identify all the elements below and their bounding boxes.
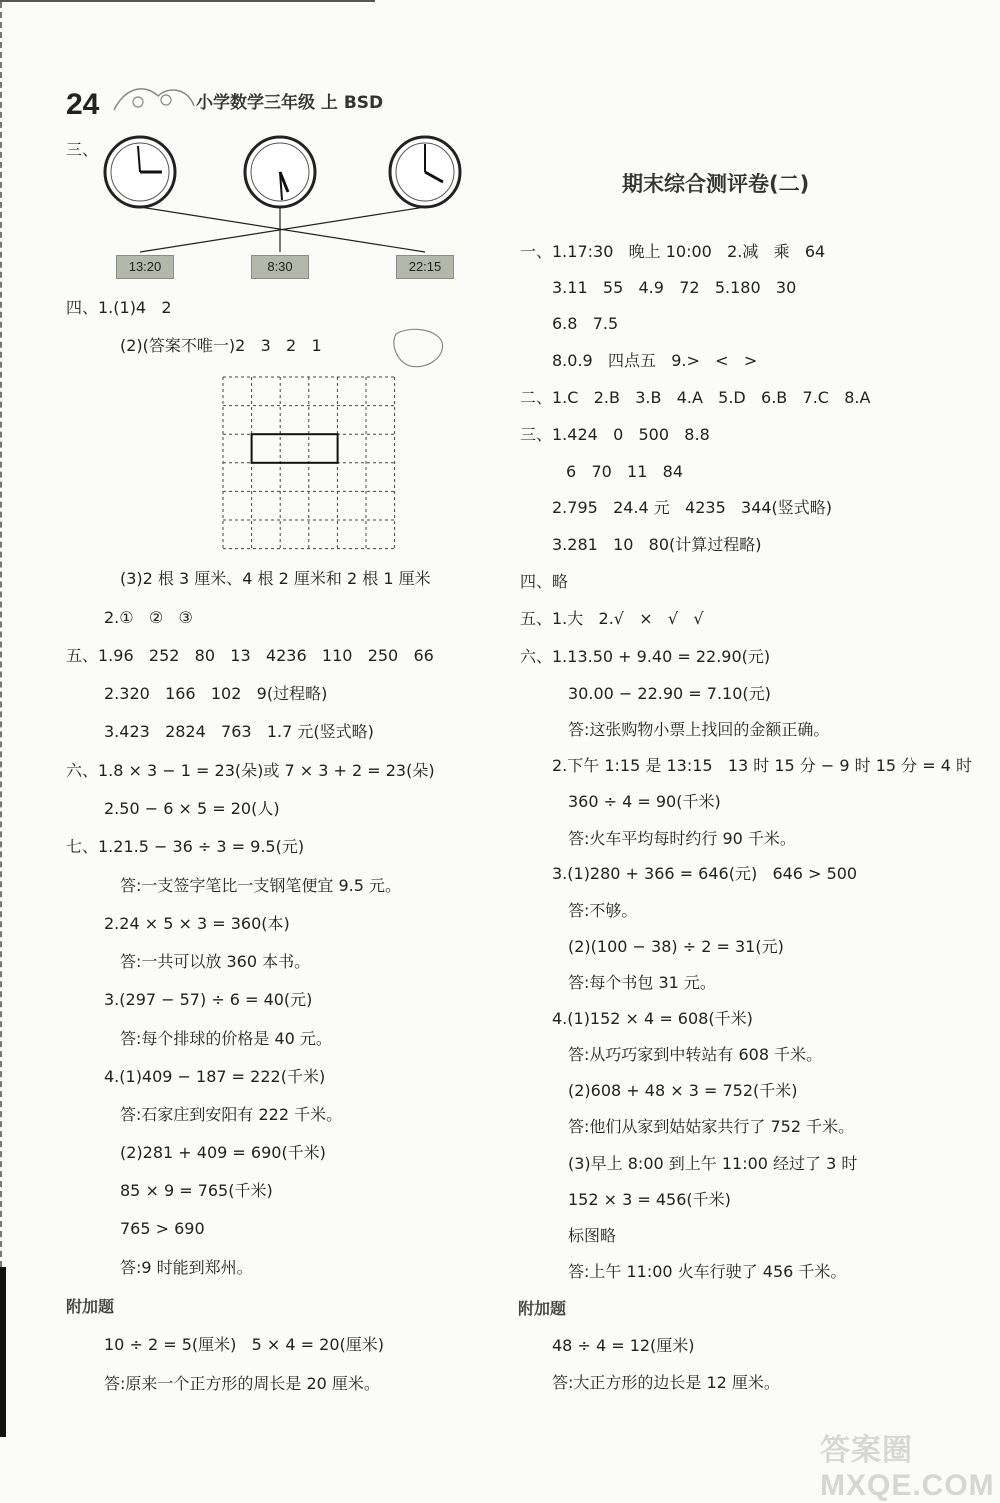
answer-line: 85 × 9 = 765(千米) bbox=[120, 1181, 273, 1200]
answer-line: 答:他们从家到姑姑家共行了 752 千米。 bbox=[568, 1117, 855, 1136]
bonus-heading: 附加题 bbox=[66, 1297, 115, 1316]
answer-line: 六、1.13.50 + 9.40 = 22.90(元) bbox=[520, 647, 771, 666]
answer-line: 一、1.17:30 晚上 10:00 2.减 乘 64 bbox=[520, 242, 826, 261]
answer-line: 标图略 bbox=[568, 1226, 617, 1245]
answer-line: 答:这张购物小票上找回的金额正确。 bbox=[568, 720, 830, 739]
answer-line: 2.下午 1:15 是 13:15 13 时 15 分 − 9 时 15 分 = 4 时 bbox=[552, 756, 973, 775]
answer-line: 3.281 10 80(计算过程略) bbox=[552, 535, 762, 554]
answer-line: (3)2 根 3 厘米、4 根 2 厘米和 2 根 1 厘米 bbox=[120, 569, 431, 588]
answer-line: 360 ÷ 4 = 90(千米) bbox=[568, 792, 721, 811]
answer-line: 二、1.C 2.B 3.B 4.A 5.D 6.B 7.C 8.A bbox=[520, 388, 871, 407]
clock-time-label: 22:15 bbox=[396, 255, 454, 279]
bonus-heading: 附加题 bbox=[518, 1299, 567, 1318]
clock-icon bbox=[390, 137, 460, 207]
clock-section-label: 三、 bbox=[66, 140, 99, 159]
answer-line: (3)早上 8:00 到上午 11:00 经过了 3 时 bbox=[568, 1154, 858, 1173]
answer-line: 四、1.(1)4 2 bbox=[66, 298, 172, 317]
test-title: 期末综合测评卷(二) bbox=[622, 172, 810, 196]
answer-line: 答:大正方形的边长是 12 厘米。 bbox=[552, 1373, 780, 1392]
answer-line: 答:一共可以放 360 本书。 bbox=[120, 952, 311, 971]
book-title: 小学数学三年级 上 BSD bbox=[196, 93, 384, 113]
answer-line: 2.① ② ③ bbox=[104, 608, 193, 627]
answer-line: 3.423 2824 763 1.7 元(竖式略) bbox=[104, 722, 374, 741]
answer-line: 4.(1)409 − 187 = 222(千米) bbox=[104, 1067, 326, 1086]
answer-line: 30.00 − 22.90 = 7.10(元) bbox=[568, 684, 771, 703]
answer-line: (2)281 + 409 = 690(千米) bbox=[120, 1143, 326, 1162]
answer-line: 2.24 × 5 × 3 = 360(本) bbox=[104, 914, 290, 933]
header-rule bbox=[0, 0, 375, 2]
answer-line: 答:一支签字笔比一支钢笔便宜 9.5 元。 bbox=[120, 876, 402, 895]
answer-line: 765 > 690 bbox=[120, 1219, 205, 1238]
answer-line: 答:石家庄到安阳有 222 千米。 bbox=[120, 1105, 343, 1124]
answer-line: 6 70 11 84 bbox=[566, 462, 684, 481]
answer-line: 6.8 7.5 bbox=[552, 314, 619, 333]
answer-line: 4.(1)152 × 4 = 608(千米) bbox=[552, 1009, 753, 1028]
answer-line: 答:原来一个正方形的周长是 20 厘米。 bbox=[104, 1374, 380, 1393]
answer-line: 七、1.21.5 − 36 ÷ 3 = 9.5(元) bbox=[66, 837, 305, 856]
clock-icon bbox=[245, 137, 315, 207]
answer-line: 10 ÷ 2 = 5(厘米) 5 × 4 = 20(厘米) bbox=[104, 1335, 384, 1354]
answer-line: 答:每个书包 31 元。 bbox=[568, 973, 716, 992]
answer-line: 2.50 − 6 × 5 = 20(人) bbox=[104, 799, 280, 818]
mascot-doodle-icon bbox=[388, 324, 448, 374]
answer-line: 三、1.424 0 500 8.8 bbox=[520, 425, 710, 444]
answer-line: 8.0.9 四点五 9.> < > bbox=[552, 351, 758, 370]
clock-time-label: 8:30 bbox=[251, 255, 309, 279]
clock-time-label: 13:20 bbox=[116, 255, 174, 279]
answer-line: (2)(答案不唯一)2 3 2 1 bbox=[120, 336, 322, 355]
answer-line: 48 ÷ 4 = 12(厘米) bbox=[552, 1336, 695, 1355]
answer-line: 2.320 166 102 9(过程略) bbox=[104, 684, 328, 703]
answer-line: 答:不够。 bbox=[568, 901, 638, 920]
header-decoration-icon bbox=[108, 80, 198, 118]
column-divider bbox=[0, 2, 2, 1267]
answer-line: 2.795 24.4 元 4235 344(竖式略) bbox=[552, 498, 833, 517]
answer-line: 答:9 时能到郑州。 bbox=[120, 1258, 253, 1277]
answer-line: (2)608 + 48 × 3 = 752(千米) bbox=[568, 1081, 798, 1100]
answer-line: 3.(297 − 57) ÷ 6 = 40(元) bbox=[104, 990, 313, 1009]
dotted-grid bbox=[222, 376, 396, 550]
answer-line: 3.(1)280 + 366 = 646(元) 646 > 500 bbox=[552, 864, 858, 883]
answer-line: 答:上午 11:00 火车行驶了 456 千米。 bbox=[568, 1262, 847, 1281]
answer-line: 3.11 55 4.9 72 5.180 30 bbox=[552, 278, 797, 297]
clock-icon bbox=[105, 137, 175, 207]
answer-line: 五、1.大 2.√ × √ √ bbox=[520, 609, 704, 628]
page-edge-bar bbox=[0, 1267, 6, 1437]
answer-line: 答:每个排球的价格是 40 元。 bbox=[120, 1029, 332, 1048]
answer-line: 五、1.96 252 80 13 4236 110 250 66 bbox=[66, 646, 434, 665]
watermark: 答案圈 MXQE.COM bbox=[820, 1434, 995, 1502]
page-number: 24 bbox=[66, 88, 100, 121]
answer-line: 六、1.8 × 3 − 1 = 23(朵)或 7 × 3 + 2 = 23(朵) bbox=[66, 761, 435, 780]
answer-line: (2)(100 − 38) ÷ 2 = 31(元) bbox=[568, 937, 784, 956]
answer-line: 四、略 bbox=[520, 572, 569, 591]
answer-line: 答:从巧巧家到中转站有 608 千米。 bbox=[568, 1045, 823, 1064]
answer-line: 答:火车平均每时约行 90 千米。 bbox=[568, 829, 796, 848]
answer-line: 152 × 3 = 456(千米) bbox=[568, 1190, 731, 1209]
